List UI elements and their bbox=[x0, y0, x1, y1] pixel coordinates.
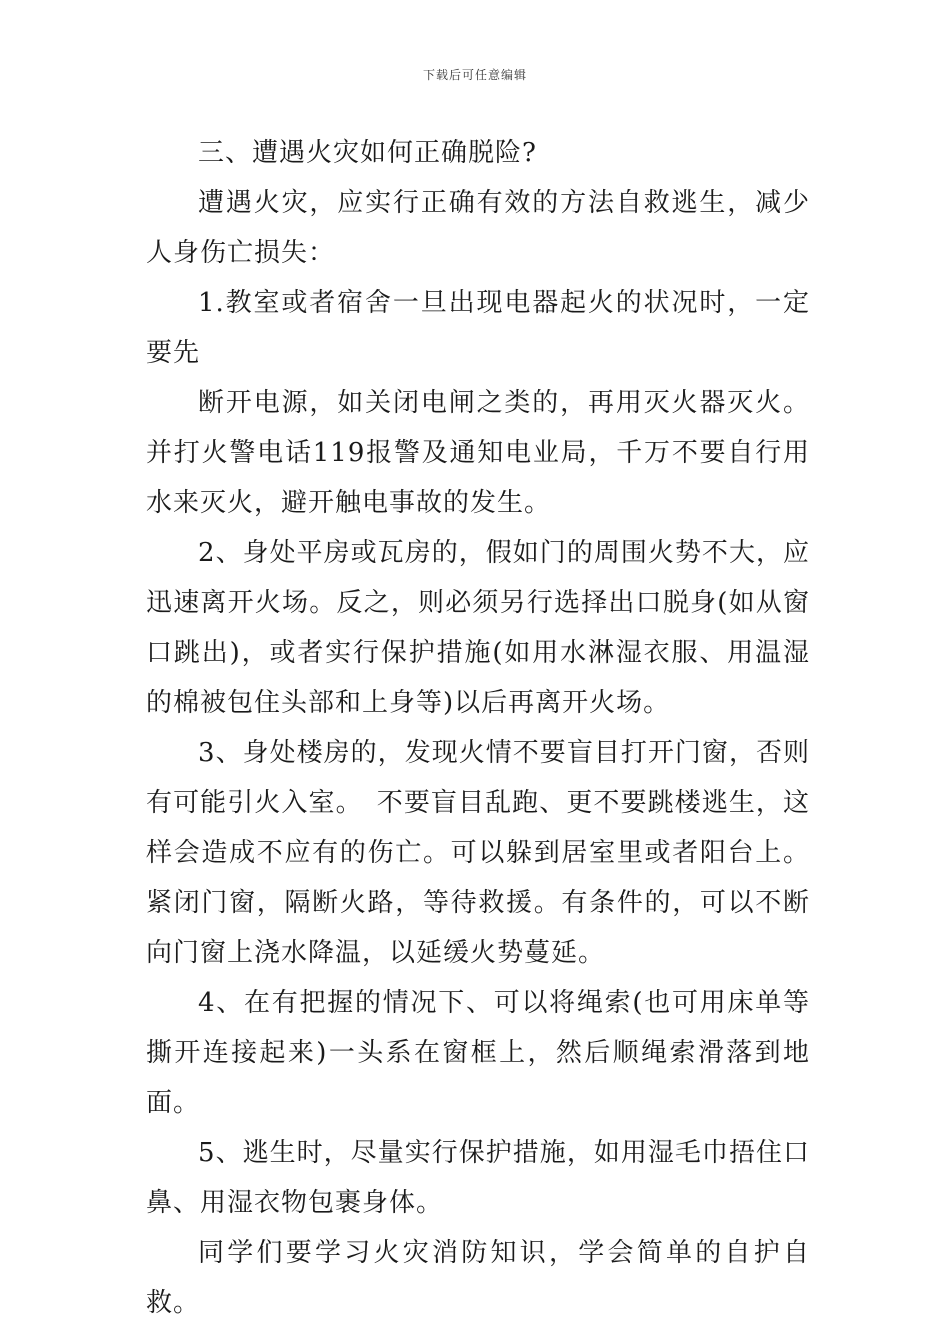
item-1-paragraph: 1.教室或者宿舍一旦出现电器起火的状况时，一定要先 bbox=[146, 288, 810, 368]
page-header: 下载后可任意编辑 bbox=[422, 68, 527, 82]
intro-paragraph: 遭遇火灾，应实行正确有效的方法自救逃生，减少人身伤亡损失： bbox=[146, 188, 810, 268]
section-heading: 三、遭遇火灾如何正确脱险? bbox=[198, 138, 537, 168]
item-1-continuation-paragraph: 断开电源，如关闭电闸之类的，再用灭火器灭火。并打火警电话119报警及通知电业局，千万不要自行用水来灭火，避开触电事故的发生。 bbox=[146, 388, 810, 518]
item-2-paragraph: 2、身处平房或瓦房的，假如门的周围火势不大，应迅速离开火场。反之，则必须另行选择出口脱身(如从窗口跳出)，或者实行保护措施(如用水淋湿衣服、用温湿的棉被包住头部和上身等)以后再离开火场。 bbox=[146, 538, 810, 718]
item-4-paragraph: 4、在有把握的情况下、可以将绳索(也可用床单等撕开连接起来)一头系在窗框上，然后顺绳索滑落到地面。 bbox=[146, 988, 810, 1118]
document-body bbox=[146, 128, 810, 1328]
item-5-paragraph: 5、逃生时，尽量实行保护措施，如用湿毛巾捂住口鼻、用湿衣物包裹身体。 bbox=[146, 1138, 810, 1218]
closing-paragraph: 同学们要学习火灾消防知识，学会简单的自护自救。 bbox=[146, 1238, 810, 1318]
item-3-paragraph: 3、身处楼房的，发现火情不要盲目打开门窗，否则有可能引火入室。 不要盲目乱跑、更不要跳楼逃生，这样会造成不应有的伤亡。可以躲到居室里或者阳台上。紧闭门窗，隔断火路，等待救援。有条件的，可以不断向门窗上浇水降温，以延缓火势蔓延。 bbox=[146, 738, 810, 968]
